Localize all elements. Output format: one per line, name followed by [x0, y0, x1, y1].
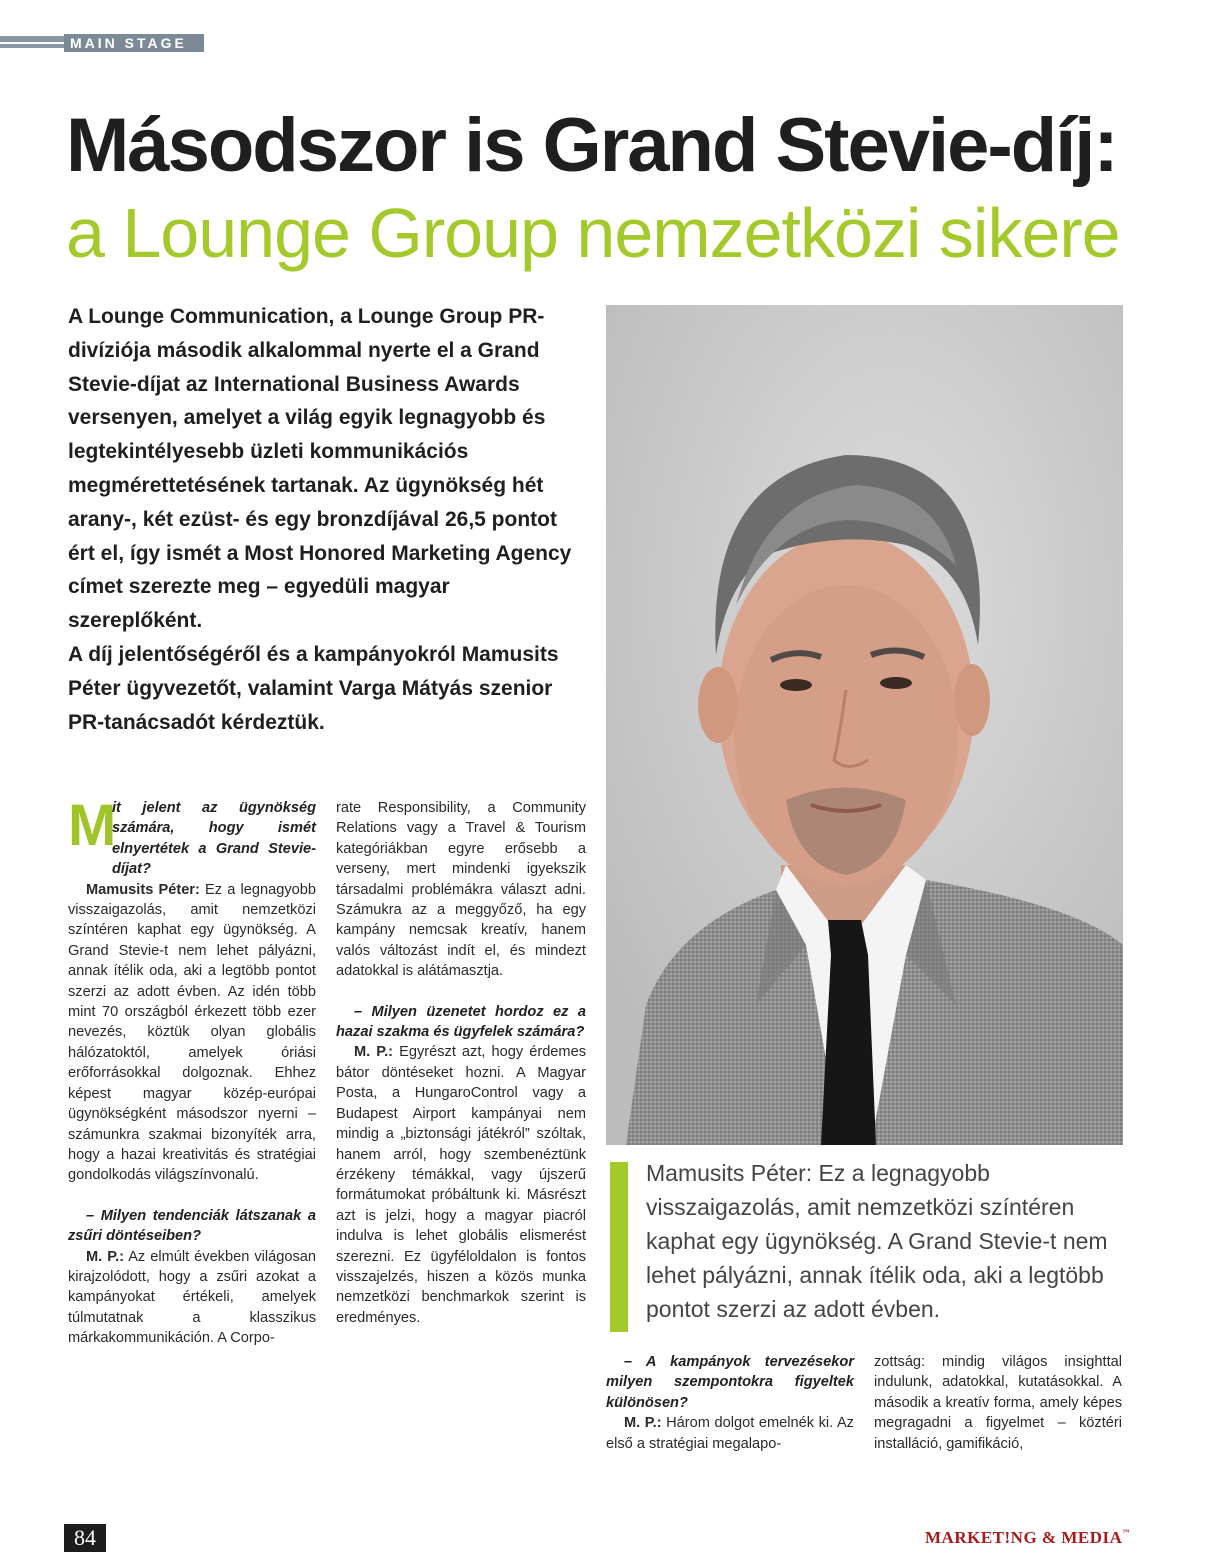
answer-1: Ez a legnagyobb visszaigazolás, amit nemzetközi színtéren kaphat egy ügynökség. A Grand Stevie-t nem lehet pályázni, annak ítélik oda, aki a legtöbb pontot szerzi az adott évben. Az idén több mint 70 országból érkezett több ezer nevezés, köztük olyan globális hálózatoktól, amelyek óriási erőforrásokkal dolgoznak. Ehhez képest magyar közép-európai ügynökségként másodszor nyerni – számunkra szakmai bizonyíték arra, hogy a hazai kreativitás és stratégiai gondolkodás világszínvonalú.: [68, 881, 316, 1184]
brand-logo: MARKET!NG & MEDIA™: [925, 1528, 1130, 1547]
article-column-4: [874, 1352, 1122, 1454]
section-rule-line: [0, 42, 64, 44]
section-label: MAIN STAGE: [64, 34, 204, 52]
question-1: it jelent az ügynökség számára, hogy ismét elnyertétek a Grand Stevie-díjat?: [112, 800, 316, 878]
column-4-text: zottság: mindig világos insighttal indulunk, adatokkal, kutatásokkal. A második a kreatív forma, amely képes megragadni a figyelmet – köztéri installáció, gamifikáció,: [874, 1354, 1122, 1452]
question-4: – A kampányok tervezésekor milyen szempontokra figyeltek különösen?: [606, 1354, 854, 1411]
pullquote-bar: [610, 1162, 628, 1332]
question-2: – Milyen tendenciák látszanak a zsűri döntéseiben?: [68, 1207, 316, 1245]
column-2-text: rate Responsibility, a Community Relations vagy a Travel & Tourism kategóriákban egyre erősebb a verseny, mert mindenki igyekszik társadalmi problémákra választ adni. Számukra az a meggyőző, ha egy kampány nemcsak kreatív, hanem valós változást indít el, és mindezt adatokkal is alátámasztja.: [336, 800, 586, 980]
lead-text-2: A díj jelentőségéről és a kampányokról Mamusits Péter ügyvezetőt, valamint Varga Mátyás szenior PR-tanácsadót kérdeztük.: [68, 642, 559, 734]
answer-2: Az elmúlt években világosan kirajzolódott, hogy a zsűri azokat a kampányokat értékeli, amelyek túlmutatnak a klasszikus márkakommunikáción. A Corpo-: [68, 1248, 316, 1347]
article-column-1: [68, 793, 316, 1349]
article-column-2: [336, 798, 586, 1328]
answer-4: Három dolgot emelnék ki. Az első a stratégiai megalapo-: [606, 1415, 854, 1452]
lead-paragraph: [68, 300, 588, 739]
headline-sub: a Lounge Group nemzetközi sikere: [66, 194, 1120, 272]
page-number: 84: [64, 1524, 106, 1552]
article-column-3: [606, 1352, 854, 1454]
answer-1-speaker: Mamusits Péter:: [86, 881, 200, 898]
answer-3-speaker: M. P.:: [354, 1044, 394, 1061]
answer-4-speaker: M. P.:: [624, 1415, 662, 1432]
drop-cap: M: [68, 793, 117, 858]
answer-2-speaker: M. P.:: [86, 1248, 124, 1265]
portrait-photo: [606, 305, 1123, 1145]
question-3: – Milyen üzenetet hordoz ez a hazai szakma és ügyfelek számára?: [336, 1003, 586, 1041]
pullquote: Mamusits Péter: Ez a legnagyobb visszaigazolás, amit nemzetközi színtéren kaphat egy ügynökség. A Grand Stevie-t nem lehet pályázni, annak ítélik oda, aki a legtöbb pontot szerzi az adott évben.: [646, 1160, 1108, 1322]
lead-text-1: A Lounge Communication, a Lounge Group PR-divíziója második alkalommal nyerte el a Grand Stevie-díjat az International Business Awards versenyen, amelyet a világ egyik legnagyobb és legtekintélyesebb üzleti kommunikációs megmérettetésének tartanak. Az ügynökség hét arany-, két ezüst- és egy bronzdíjával 26,5 pontot ért el, így ismét a Most Honored Marketing Agency címet szerezte meg – egyedüli magyar szereplőként.: [68, 305, 572, 633]
answer-3: Egyrészt azt, hogy érdemes bátor döntéseket hozni. A Magyar Posta, a HungaroControl vagy a Budapest Airport kampányai nem mindig a „biztonsági játékról” szóltak, hanem arról, hogy szembenéztünk érzékeny témákkal, vagy újszerű formátumokat próbáltunk ki. Másrészt azt is jelzi, hogy a magyar piacról indulva is lehet globális elismerést szerezni. Ez ügyféloldalon is fontos visszajelzés, hiszen a közös munka nemzetközi benchmarkok szerint is eredményes.: [336, 1044, 586, 1326]
portrait-illustration: [606, 305, 1123, 1145]
headline-main: Másodszor is Grand Stevie-díj:: [66, 103, 1117, 188]
